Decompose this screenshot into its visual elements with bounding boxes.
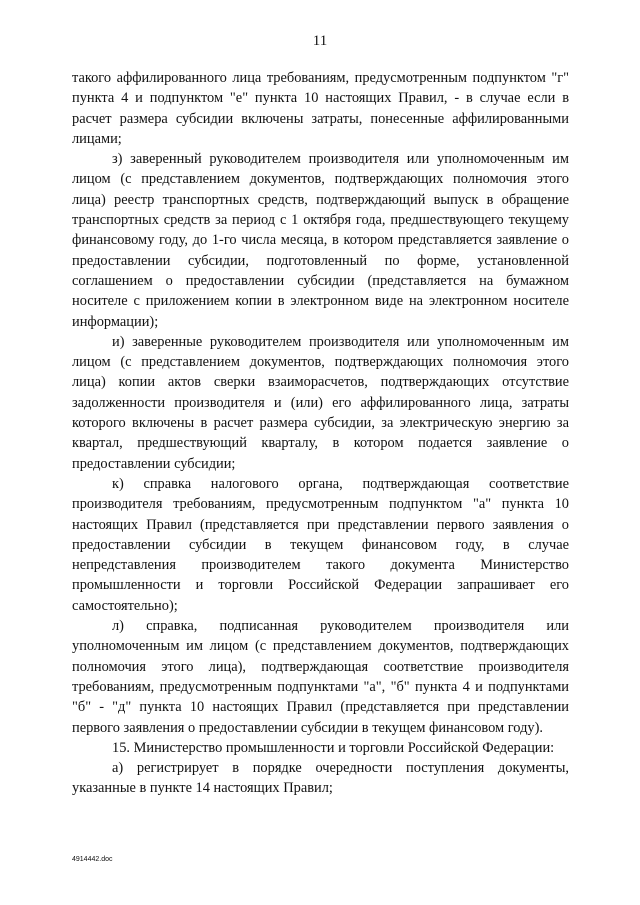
paragraph-section-15: 15. Министерство промышленности и торговли Российской Федерации: — [112, 739, 555, 756]
paragraph-item-z: з) заверенный руководителем производителя или уполномоченным им лицом (с представлением документов, подтверждающих полномочия этого лица) реестр транспортных средств, подтверждающий выпуск в обращение транспортных средств за период с 1 октября года, предшествующего текущему финансовому году, до 1-го числа месяца, в котором представляется заявление о предоставлении субсидии, подготовленный по форме, установленной соглашением о предоставлении субсидии (представляется на бумажном носителе с приложением копии в электронном виде на электронном носителе информации); — [72, 151, 569, 330]
footer-filename: 4914442.doc — [72, 856, 113, 863]
paragraph-item-k: к) справка налогового органа, подтверждающая соответствие производителя требованиям, предусмотренным подпунктом "а" пункта 10 настоящих Правил (представляется при представлении первого заявления о предоставлении субсидии в текущем финансовом году, в случае непредставления производителем такого документа Министерство промышленности и торговли Российской Федерации запрашивает его самостоятельно); — [72, 475, 569, 614]
paragraph-item-a: а) регистрирует в порядке очередности поступления документы, указанные в пункте 14 настоящих Правил; — [72, 760, 569, 797]
page-number: 11 — [312, 33, 328, 49]
paragraph-item-i: и) заверенные руководителем производителя или уполномоченным им лицом (с представлением документов, подтверждающих полномочия этого лица) копии актов сверки взаиморасчетов, подтверждающих отсутствие задолженности производителя и (или) его аффилированного лица, затраты которого включены в расчет размера субсидии, за электрическую энергию за квартал, предшествующий кварталу, в котором подается заявление о предоставлении субсидии; — [72, 333, 569, 472]
document-body — [72, 68, 569, 799]
paragraph-continuation: такого аффилированного лица требованиям, предусмотренным подпунктом "г" пункта 4 и подпунктом "е" пункта 10 настоящих Правил, - в случае если в расчет размера субсидии включены затраты, понесенные аффилированными лицами; — [72, 70, 569, 147]
paragraph-item-l: л) справка, подписанная руководителем производителя или уполномоченным им лицом (с представлением документов, подтверждающих полномочия этого лица), подтверждающая соответствие производителя требованиям, предусмотренным подпунктами "а", "б" пункта 4 и подпунктами "б" - "д" пункта 10 настоящих Правил (представляется при представлении первого заявления о предоставлении субсидии в текущем финансовом году). — [72, 618, 569, 736]
